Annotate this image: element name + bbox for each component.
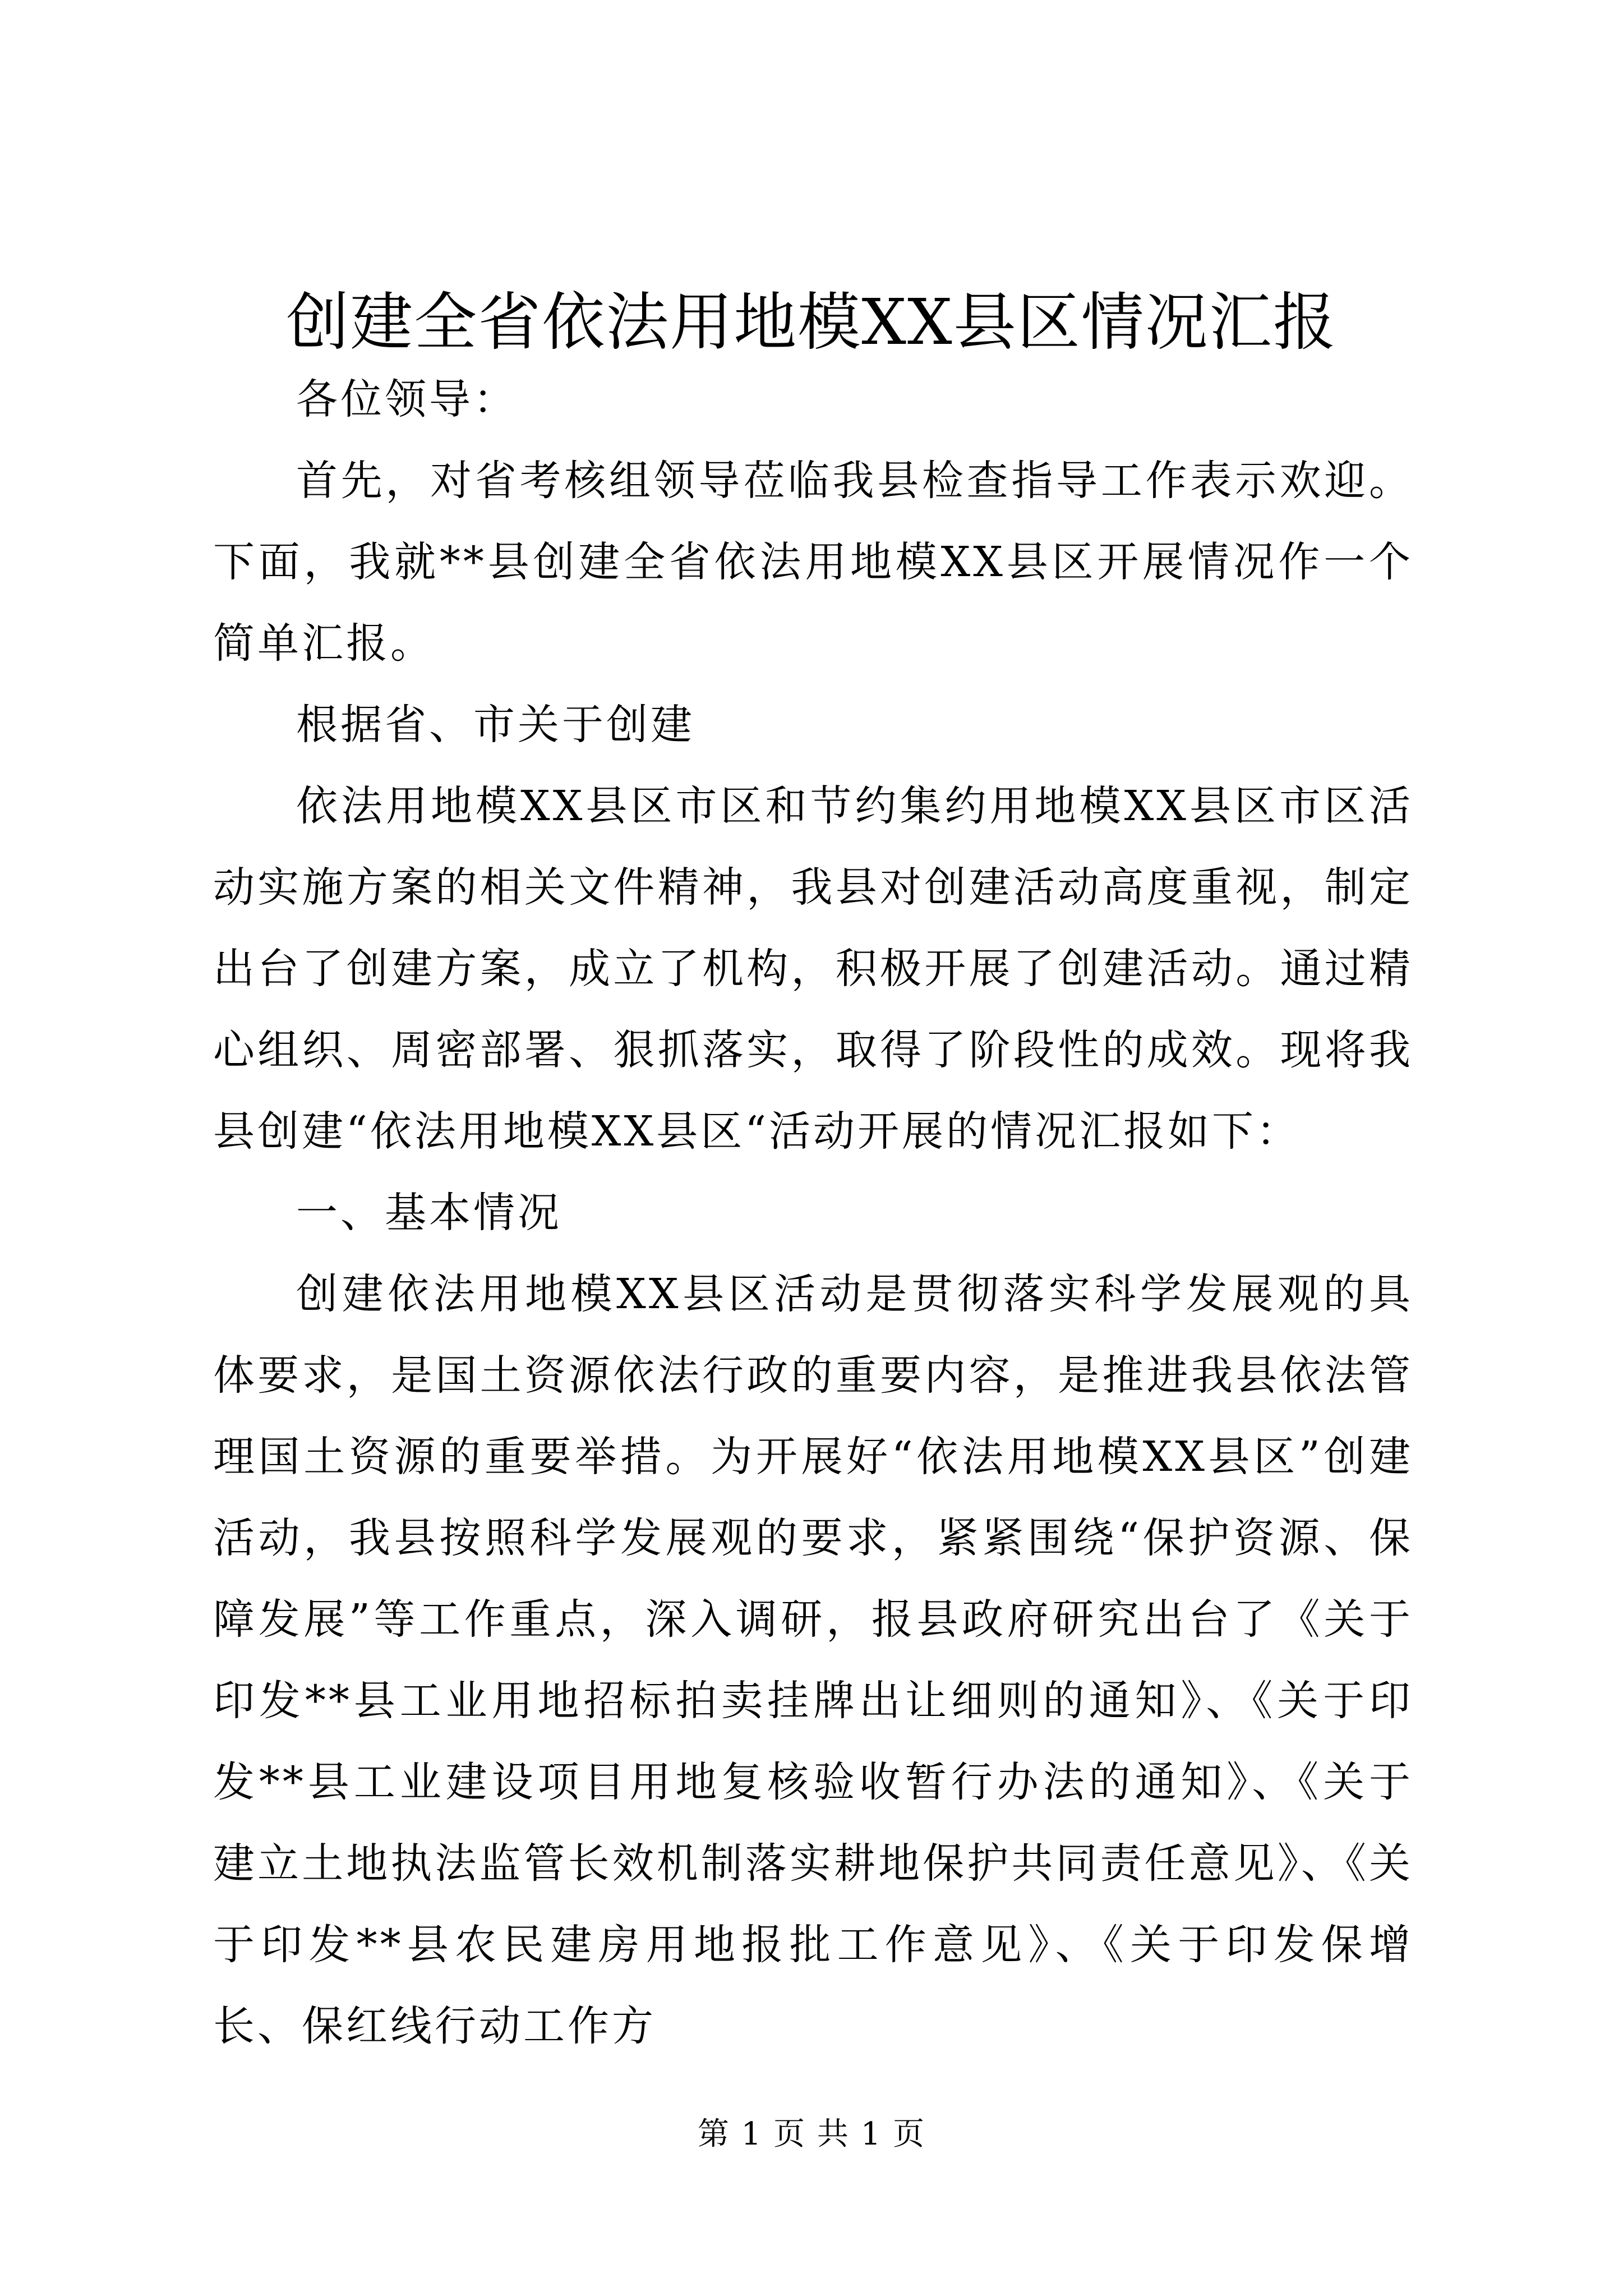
basis-paragraph: 根据省、市关于创建 [296, 701, 695, 749]
document-body [213, 359, 1413, 2067]
salutation-paragraph: 各位领导： [296, 375, 518, 424]
plan-paragraph: 依法用地模XX县区市区和节约集约用地模XX县区市区活动实施方案的相关文件精神，我县对创建活动高度重视，制定出台了创建方案，成立了机构，积极开展了创建活动。通过精心组织、周密部署、狠抓落实，取得了阶段性的成效。现将我县创建“依法用地模XX县区“活动开展的情况汇报如下： [213, 782, 1413, 1156]
basic-situation-paragraph: 创建依法用地模XX县区活动是贯彻落实科学发展观的具体要求，是国土资源依法行政的重要内容，是推进我县依法管理国土资源的重要举措。为开展好“依法用地模XX县区”创建活动，我县按照科学发展观的要求，紧紧围绕“保护资源、保障发展”等工作重点，深入调研，报县政府研究出台了《关于印发**县工业用地招标拍卖挂牌出让细则的通知》、《关于印发**县工业建设项目用地复核验收暂行办法的通知》、《关于建立土地执法监管长效机制落实耕地保护共同责任意见》、《关于印发**县农民建房用地报批工作意见》、《关于印发保增长、保红线行动工作方 [213, 1270, 1413, 2050]
intro-paragraph: 首先，对省考核组领导莅临我县检查指导工作表示欢迎。下面，我就**县创建全省依法用地模XX县区开展情况作一个简单汇报。 [213, 457, 1413, 668]
section-heading: 一、基本情况 [296, 1189, 562, 1237]
document-title: 创建全省依法用地模XX县区情况汇报 [286, 286, 1337, 359]
page-footer: 第 1 页 共 1 页 [697, 2116, 926, 2152]
